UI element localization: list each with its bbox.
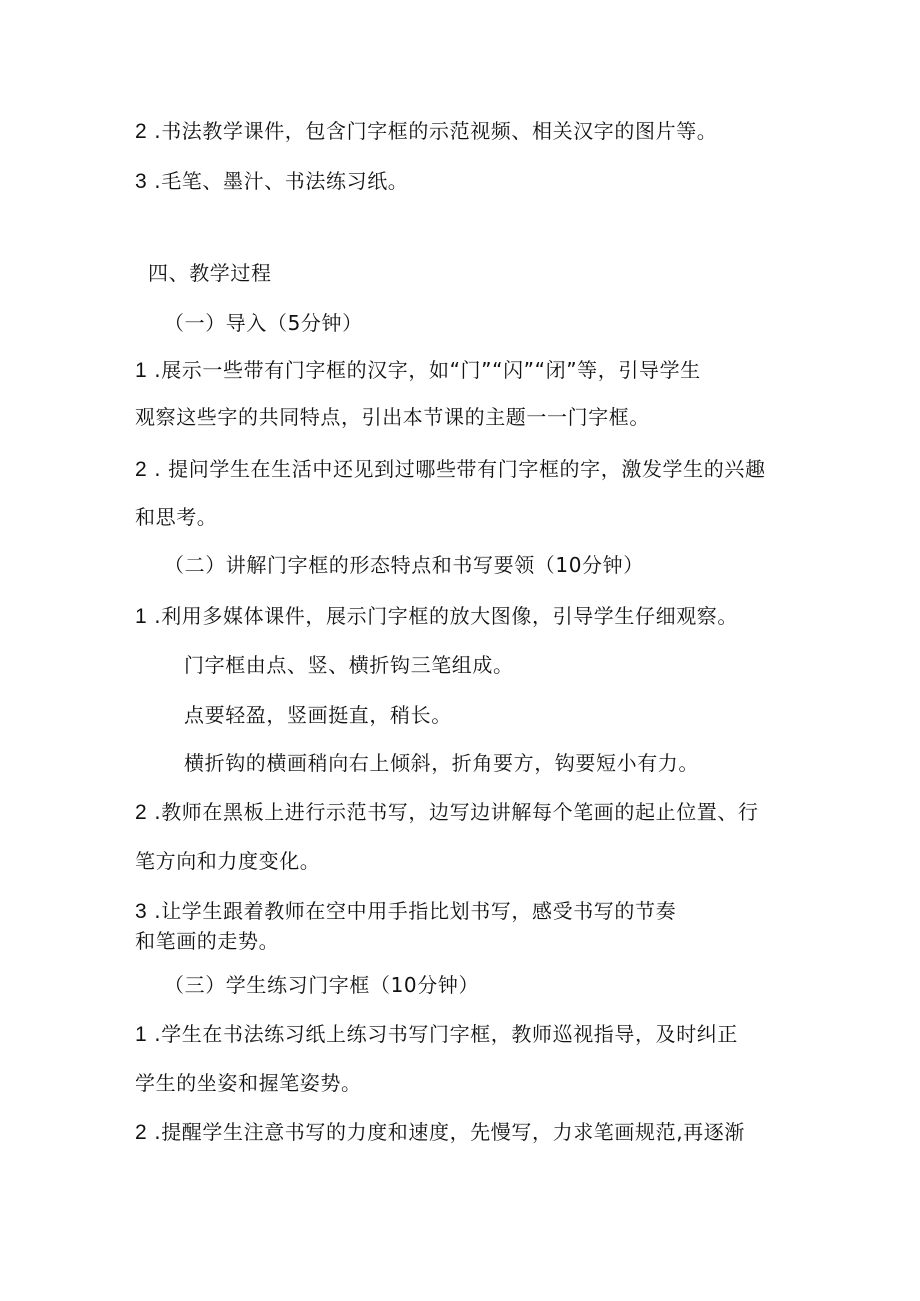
paragraph-continuation	[135, 1070, 362, 1096]
list-item-2-reminder	[135, 1119, 745, 1146]
item-text: 和思考。	[135, 505, 218, 529]
subsection-heading-practice	[164, 972, 479, 998]
list-item-2-demonstration	[135, 799, 759, 826]
item-number: 3	[135, 170, 148, 193]
list-item-1-show-characters	[135, 357, 701, 384]
indented-point-hook	[184, 750, 699, 776]
list-item-3-air-writing	[135, 898, 676, 925]
item-text: .书法教学课件，包含门字框的示范视频、相关汉字的图片等。	[147, 119, 718, 143]
item-text: 门字框由点、竖、横折钩三笔组成。	[184, 653, 514, 677]
item-text: 横折钩的横画稍向右上倾斜，折角要方，钩要短小有力。	[184, 751, 699, 775]
item-text: .让学生跟着教师在空中用手指比划书写，感受书写的节奏	[147, 899, 677, 923]
list-item-2-ask-students	[135, 456, 766, 483]
item-number: 1	[135, 1023, 148, 1046]
item-text: .利用多媒体课件，展示门字框的放大图像，引导学生仔细观察。	[147, 604, 738, 628]
indented-point-dot-vertical	[184, 702, 452, 728]
item-text: 观察这些字的共同特点，引出本节课的主题一一门字框。	[135, 405, 650, 429]
heading-text: （二）讲解门字框的形态特点和书写要领（10分钟）	[164, 553, 644, 577]
item-text: .毛笔、墨汁、书法练习纸。	[147, 169, 409, 193]
item-number: 2	[135, 801, 148, 824]
item-text: .教师在黑板上进行示范书写，边写边讲解每个笔画的起止位置、行	[147, 800, 759, 824]
item-text: .提醒学生注意书写的力度和速度，先慢写，力求笔画规范,再逐渐	[147, 1120, 745, 1144]
subsection-heading-introduction	[164, 310, 363, 336]
heading-text: （一）导入（5分钟）	[164, 311, 363, 335]
item-number: 1	[135, 605, 148, 628]
item-text: 点要轻盈，竖画挺直，稍长。	[184, 703, 452, 727]
list-item-2-courseware	[135, 118, 717, 145]
heading-text: 四、教学过程	[148, 261, 272, 285]
heading-text: （三）学生练习门字框（10分钟）	[164, 973, 480, 997]
subsection-heading-explanation	[164, 552, 644, 578]
paragraph-continuation	[135, 504, 217, 530]
indented-point-strokes	[184, 652, 514, 678]
paragraph-continuation	[135, 928, 279, 954]
item-number: 2	[135, 1121, 148, 1144]
item-text: .学生在书法练习纸上练习书写门字框，教师巡视指导，及时纠正	[147, 1022, 738, 1046]
item-number: 2	[135, 458, 148, 481]
paragraph-continuation	[135, 848, 320, 874]
item-number: 2	[135, 120, 148, 143]
list-item-1-multimedia	[135, 603, 738, 630]
paragraph-continuation	[135, 404, 650, 430]
item-number: 1	[135, 359, 148, 382]
item-text: 笔方向和力度变化。	[135, 849, 321, 873]
item-number: 3	[135, 900, 148, 923]
item-text: .展示一些带有门字框的汉字，如“门”“闪”“闭”等，引导学生	[147, 358, 701, 382]
item-text: 学生的坐姿和握笔姿势。	[135, 1071, 362, 1095]
item-text: . 提问学生在生活中还见到过哪些带有门字框的字，激发学生的兴趣	[147, 457, 766, 481]
list-item-3-materials	[135, 168, 408, 195]
list-item-1-practice-writing	[135, 1021, 738, 1048]
item-text: 和笔画的走势。	[135, 929, 280, 953]
section-heading-teaching-process	[148, 260, 272, 286]
